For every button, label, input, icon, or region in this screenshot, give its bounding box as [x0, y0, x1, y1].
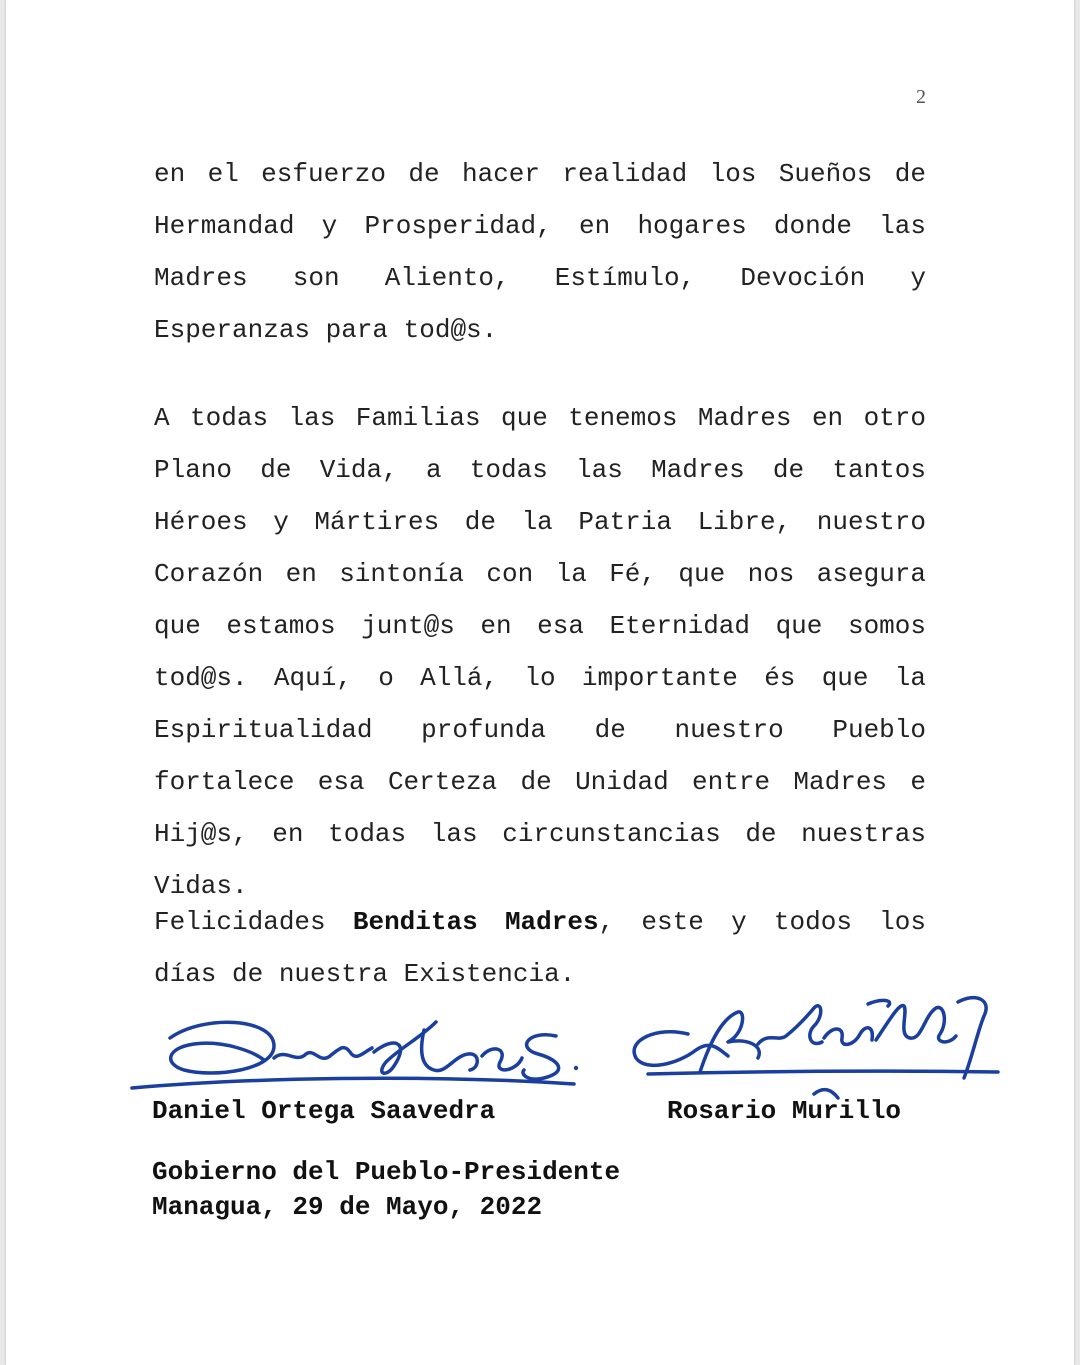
paragraph-2: A todas las Familias que tenemos Madres en otro Plano de Vida, a todas las Madres de tantos Héroes y Mártires de la Patria Libre, nuestro Corazón en sintonía con la Fé, que nos asegura que estamos junt@s en esa Eternidad que somos tod@s. Aquí, o Allá, lo importante és que la Espiritualidad profunda de nuestro Pueblo fortalece esa Certeza de Unidad entre Madres e Hij@s, en todas las circunstancias de nuestras Vidas. [154, 403, 926, 901]
footer-institution: Gobierno del Pueblo-Presidente [152, 1157, 621, 1187]
signer-name-right: Rosario Murillo [667, 1096, 902, 1126]
signature-left-image [124, 1008, 594, 1103]
signature-right-image [618, 982, 1008, 1107]
paragraph-1: en el esfuerzo de hacer realidad los Sueños de Hermandad y Prosperidad, en hogares donde las Madres son Aliento, Estímulo, Devoción y Esperanzas para tod@s. [154, 159, 926, 345]
greeting-bold-text: Benditas Madres [352, 907, 599, 937]
signer-name-left: Daniel Ortega Saavedra [152, 1096, 496, 1126]
page-number: 2 [916, 86, 926, 108]
document-page [6, 0, 1074, 1365]
greeting-text: Felicidades [154, 907, 353, 937]
footer-place-date: Managua, 29 de Mayo, 2022 [152, 1192, 543, 1222]
greeting-closing-text: , este y todos los días de nuestra Existencia. [154, 907, 926, 989]
